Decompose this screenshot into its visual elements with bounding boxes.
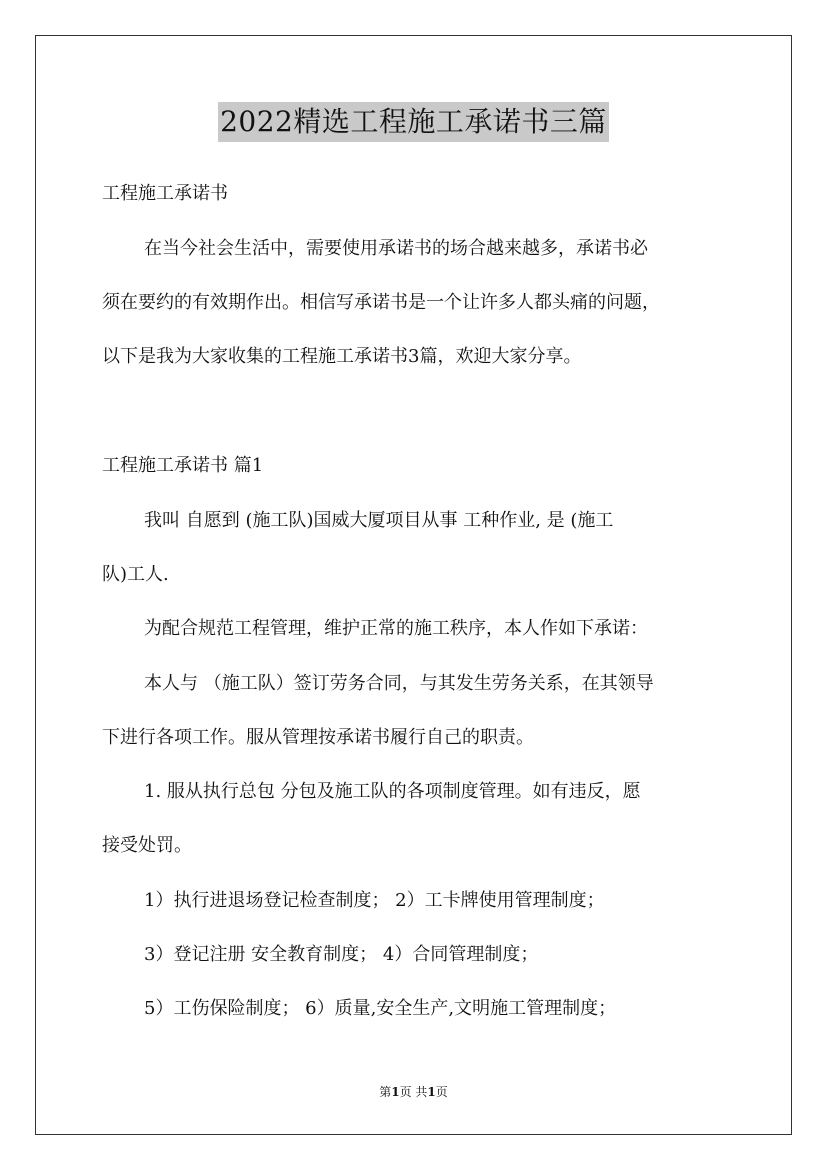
paragraph-line: 在当今社会生活中，需要使用承诺书的场合越来越多，承诺书必	[144, 238, 648, 259]
section-heading: 工程施工承诺书 篇1	[102, 455, 264, 476]
page-footer	[0, 1084, 827, 1100]
paragraph-line: 我叫 自愿到 (施工队)国威大厦项目从事 工种作业, 是 (施工	[144, 510, 614, 531]
paragraph-line: 为配合规范工程管理，维护正常的施工秩序，本人作如下承诺：	[144, 618, 648, 639]
section-heading: 工程施工承诺书	[102, 183, 228, 204]
list-item-continuation: 接受处罚。	[102, 835, 192, 856]
list-item: 1. 服从执行总包 分包及施工队的各项制度管理。如有违反，愿	[144, 781, 641, 802]
footer-mid: 页 共	[399, 1085, 428, 1099]
list-item: 1）执行进退场登记检查制度； 2）工卡牌使用管理制度；	[144, 890, 605, 911]
paragraph-line: 下进行各项工作。服从管理按承诺书履行自己的职责。	[102, 727, 534, 748]
title-container	[0, 102, 827, 142]
document-title: 2022精选工程施工承诺书三篇	[218, 102, 609, 142]
footer-total-pages: 1	[427, 1085, 436, 1099]
paragraph-line: 队)工人.	[102, 564, 169, 585]
list-item: 3）登记注册 安全教育制度； 4）合同管理制度；	[144, 944, 539, 965]
paragraph-line: 须在要约的有效期作出。相信写承诺书是一个让许多人都头痛的问题，	[102, 292, 660, 313]
list-item: 5）工伤保险制度； 6）质量,安全生产,文明施工管理制度；	[144, 998, 617, 1019]
footer-prefix: 第	[379, 1085, 392, 1099]
footer-page-number: 1	[391, 1085, 400, 1099]
paragraph-line: 以下是我为大家收集的工程施工承诺书3篇，欢迎大家分享。	[102, 346, 582, 367]
paragraph-line: 本人与 （施工队）签订劳务合同，与其发生劳务关系，在其领导	[144, 673, 654, 694]
footer-suffix: 页	[435, 1085, 448, 1099]
